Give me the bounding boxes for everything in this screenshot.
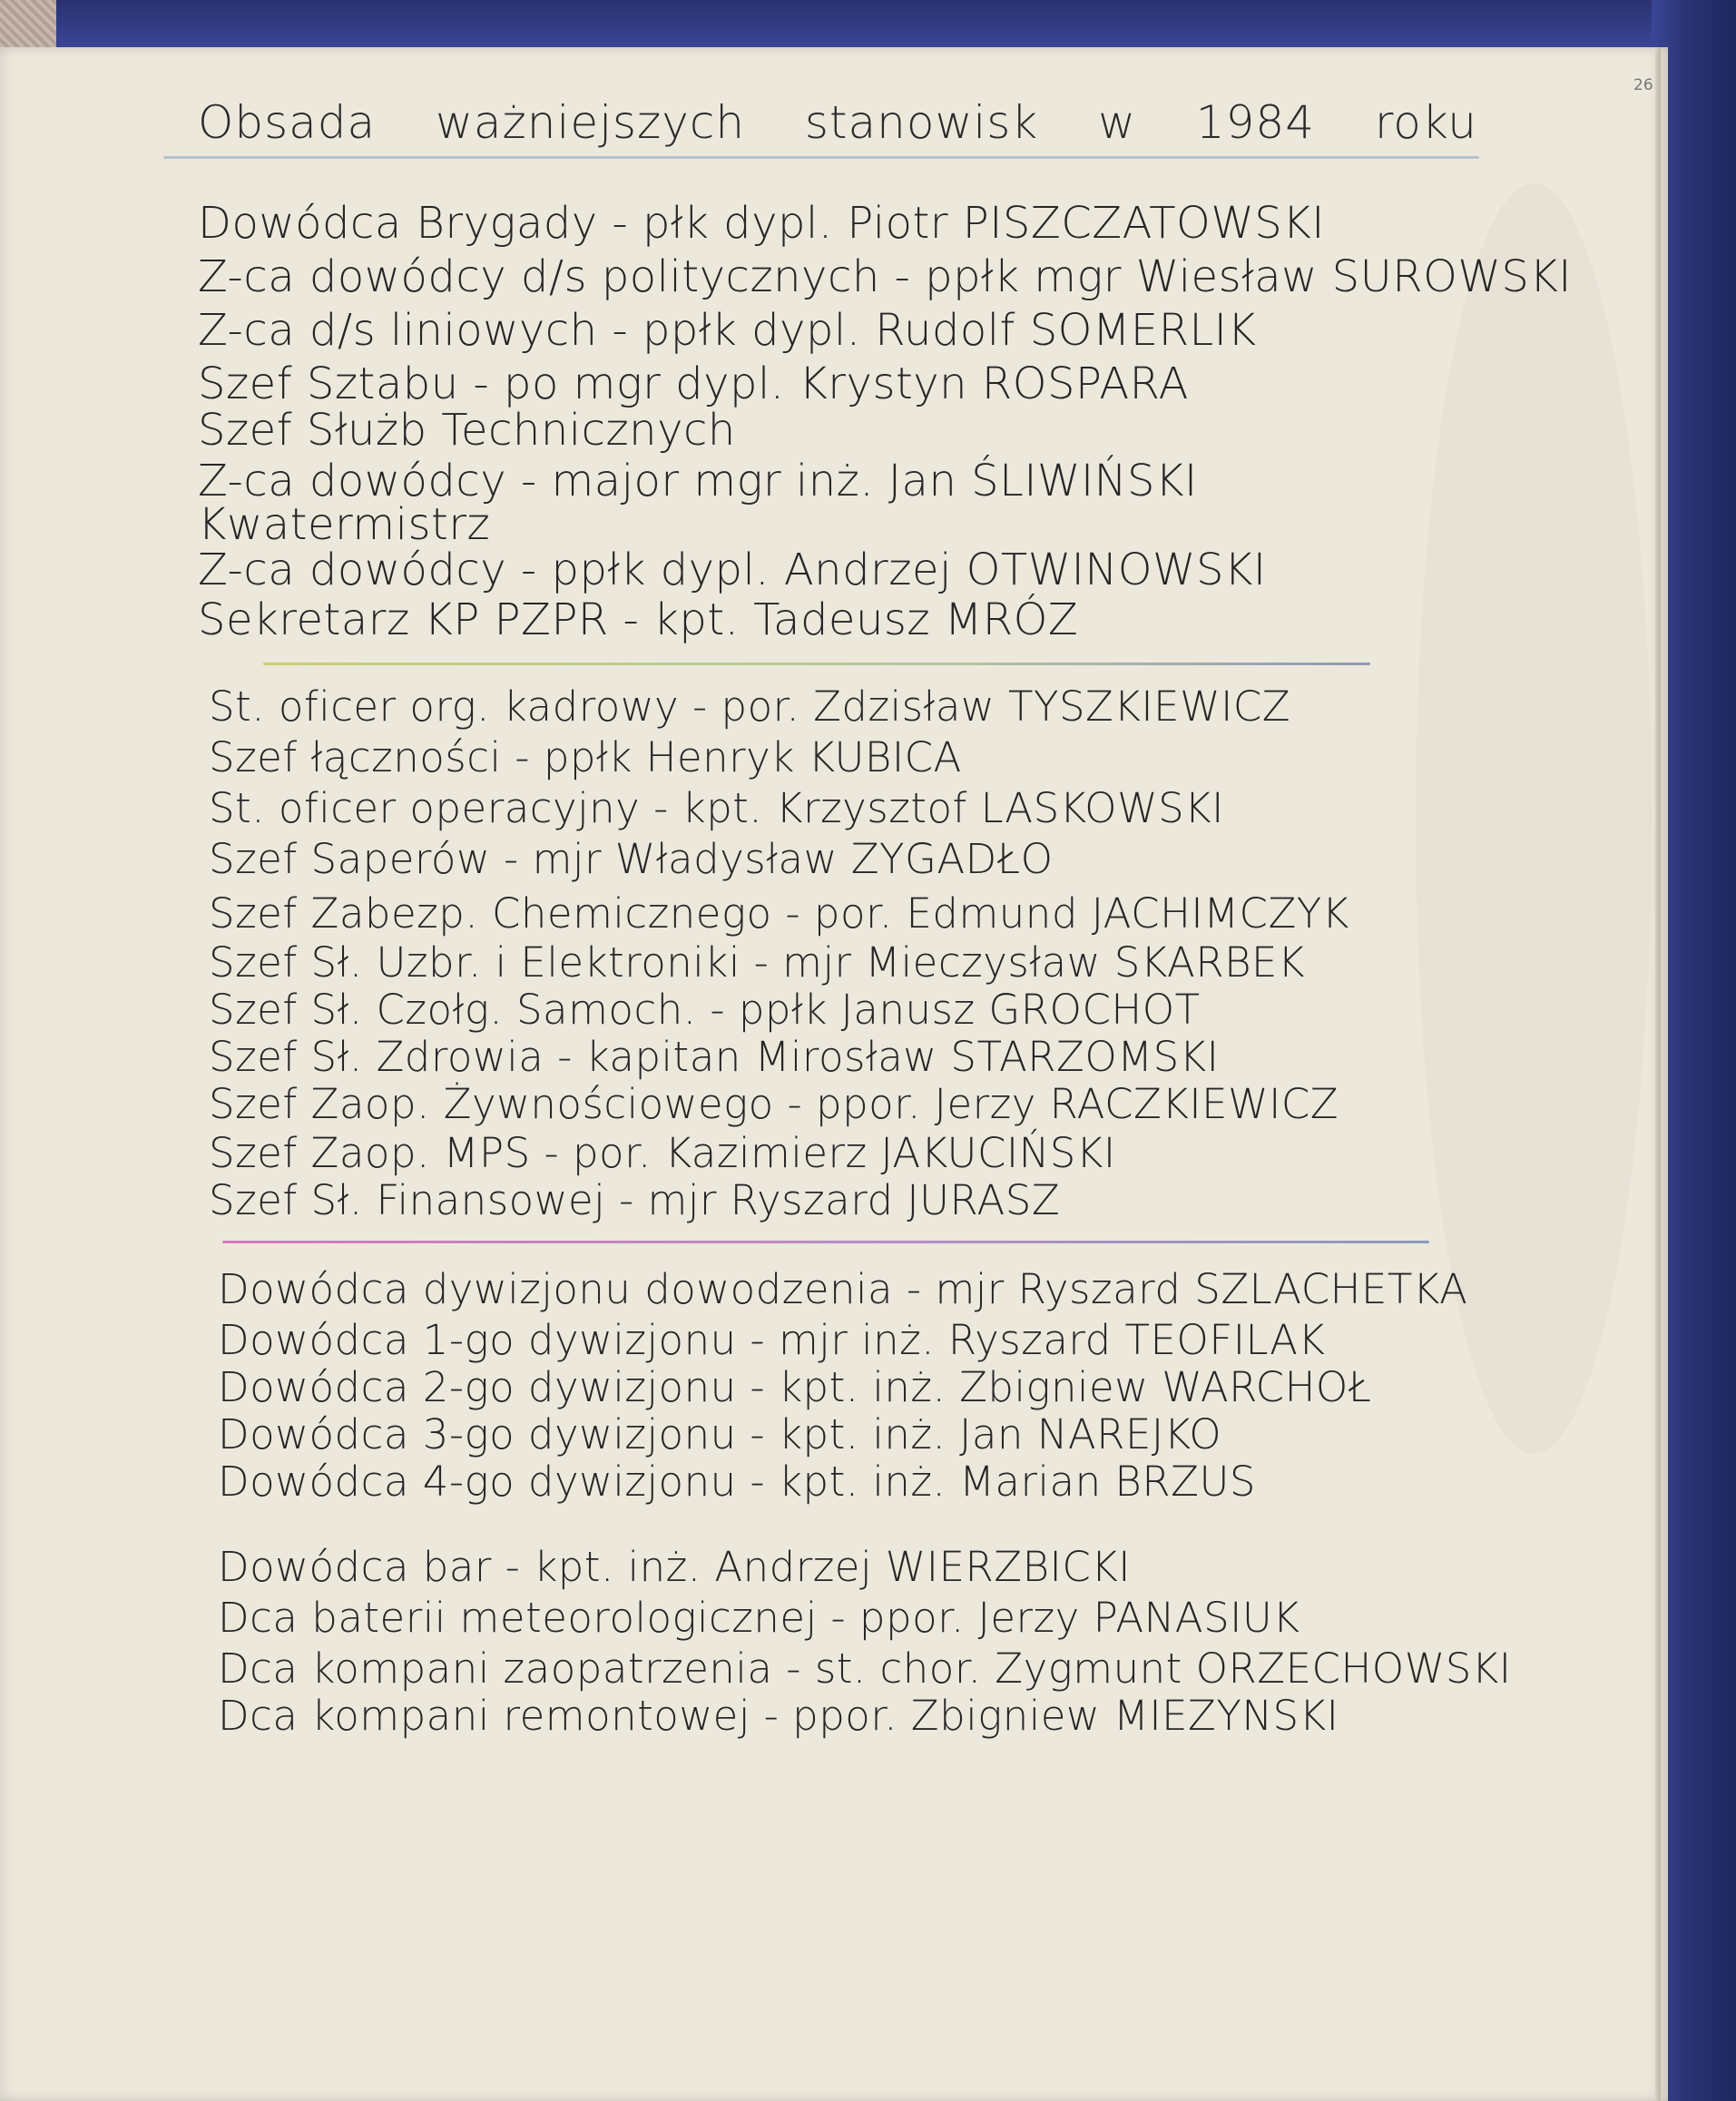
bleed-through-shadow <box>1416 183 1652 1454</box>
page-number: 26 <box>1633 76 1653 94</box>
list-item: Z-ca dowódcy - ppłk dypl. Andrzej OTWINOWSKI <box>198 545 1267 595</box>
list-item: Szef Służb Technicznych <box>198 405 736 456</box>
list-item: Dowódca dywizjonu dowodzenia - mjr Ryszard SZLACHETKA <box>218 1265 1468 1313</box>
list-item: Szef Zabezp. Chemicznego - por. Edmund JACHIMCZYK <box>209 889 1349 938</box>
list-item: Szef Sł. Uzbr. i Elektroniki - mjr Mieczysław SKARBEK <box>209 938 1305 987</box>
title-word: 1984 <box>1195 96 1316 149</box>
list-item: Dowódca 2-go dywizjonu - kpt. inż. Zbigniew WARCHOŁ <box>218 1363 1372 1411</box>
section-divider <box>222 1241 1429 1243</box>
list-item: Szef łączności - ppłk Henryk KUBICA <box>209 733 962 781</box>
list-item: Dowódca 3-go dywizjonu - kpt. inż. Jan NAREJKO <box>218 1410 1222 1458</box>
section-divider <box>263 663 1370 665</box>
page-title <box>198 96 1477 149</box>
list-item: Szef Zaop. Żywnościowego - ppor. Jerzy RACZKIEWICZ <box>209 1080 1339 1128</box>
list-item: Szef Sł. Finansowej - mjr Ryszard JURASZ <box>209 1176 1061 1224</box>
title-word: Obsada <box>198 96 377 149</box>
list-item: Z-ca d/s liniowych - ppłk dypl. Rudolf SOMERLIK <box>198 305 1257 356</box>
list-item: Dowódca 1-go dywizjonu - mjr inż. Ryszard TEOFILAK <box>218 1316 1326 1364</box>
list-item: Z-ca dowódcy d/s politycznych - ppłk mgr Wiesław SUROWSKI <box>198 251 1572 302</box>
list-item: Szef Sztabu - po mgr dypl. Krystyn ROSPARA <box>198 358 1189 409</box>
list-item: Kwatermistrz <box>198 499 491 550</box>
binding-ribbon <box>0 0 56 47</box>
title-word: roku <box>1374 96 1477 149</box>
list-item: Szef Zaop. MPS - por. Kazimierz JAKUCIŃSKI <box>209 1129 1116 1177</box>
title-word: w <box>1098 96 1136 149</box>
list-item: Z-ca dowódcy - major mgr inż. Jan ŚLIWIŃSKI <box>198 456 1198 506</box>
list-item: Dca kompani remontowej - ppor. Zbigniew MIEZYNSKI <box>218 1692 1339 1740</box>
list-item: Szef Sł. Czołg. Samoch. - ppłk Janusz GROCHOT <box>209 986 1201 1034</box>
list-item: Dowódca 4-go dywizjonu - kpt. inż. Marian BRZUS <box>218 1458 1256 1506</box>
title-word: stanowisk <box>804 96 1039 149</box>
list-item: St. oficer operacyjny - kpt. Krzysztof LASKOWSKI <box>209 784 1224 832</box>
title-word: ważniejszych <box>435 96 746 149</box>
list-item: Sekretarz KP PZPR - kpt. Tadeusz MRÓZ <box>198 594 1079 645</box>
list-item: Dca kompani zaopatrzenia - st. chor. Zygmunt ORZECHOWSKI <box>218 1644 1512 1693</box>
list-item: St. oficer org. kadrowy - por. Zdzisław TYSZKIEWICZ <box>209 682 1291 731</box>
title-underline <box>163 156 1479 159</box>
book-cover-top <box>0 0 1736 47</box>
list-item: Szef Sł. Zdrowia - kapitan Mirosław STARZOMSKI <box>209 1033 1220 1081</box>
page-edge <box>1655 47 1661 2101</box>
list-item: Dca baterii meteorologicznej - ppor. Jerzy PANASIUK <box>218 1594 1300 1642</box>
list-item: Szef Saperów - mjr Władysław ZYGADŁO <box>209 835 1054 883</box>
list-item: Dowódca bar - kpt. inż. Andrzej WIERZBICKI <box>218 1543 1132 1591</box>
list-item: Dowódca Brygady - płk dypl. Piotr PISZCZATOWSKI <box>198 198 1325 249</box>
